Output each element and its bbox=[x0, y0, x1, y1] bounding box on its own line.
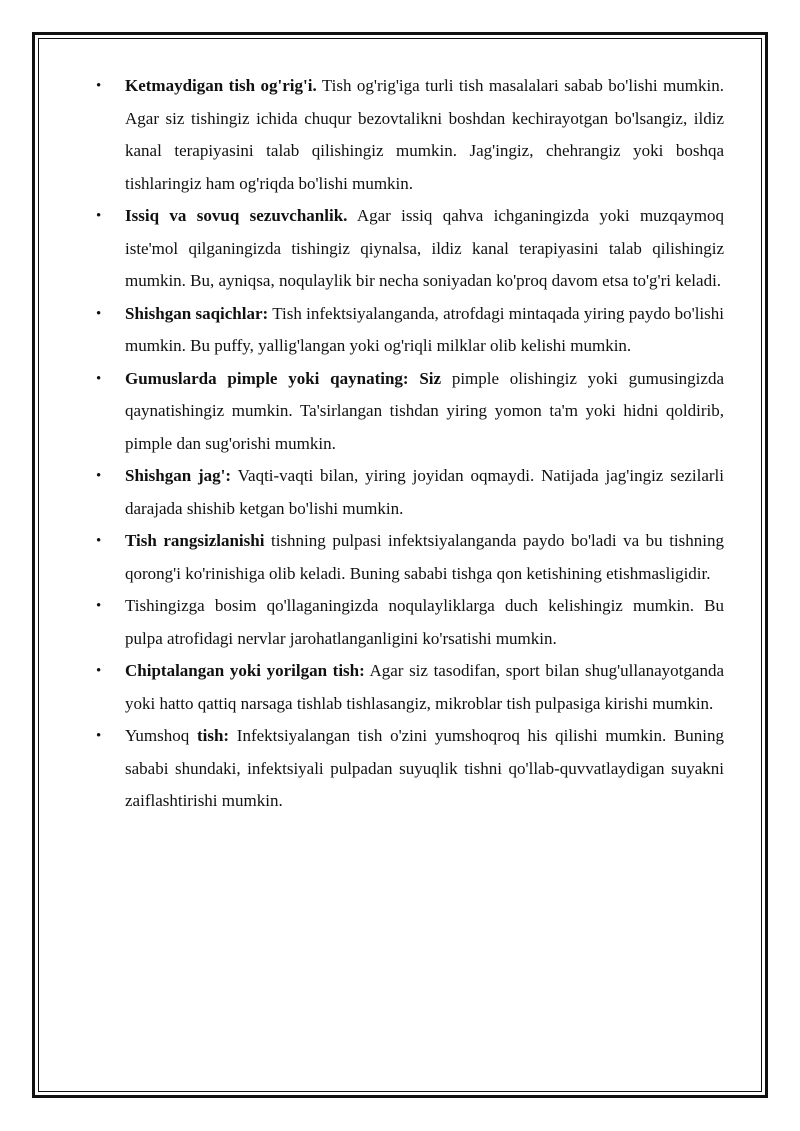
list-item-swollen-jaw bbox=[96, 460, 724, 525]
item-heading: Shishgan saqichlar: bbox=[125, 303, 269, 323]
list-item-discoloration bbox=[96, 525, 724, 590]
bullet-mark: • bbox=[96, 370, 102, 387]
list-item-chipped-tooth bbox=[96, 655, 724, 720]
item-heading: Tish rangsizlanishi bbox=[125, 531, 265, 550]
bullet-mark: • bbox=[96, 533, 102, 549]
bullet-mark: • bbox=[96, 598, 102, 614]
item-text: Tish infektsiyalanganda, atrofdagi mintaqada yiring paydo bo'lishi mumkin. Bu puffy, yallig'langan yoki og'riqli milklar olib kelishi mumkin. bbox=[125, 303, 724, 355]
item-heading: Ketmaydigan tish og'rig'i. bbox=[125, 76, 317, 95]
list-item-soft-tooth bbox=[96, 720, 724, 818]
bullet-mark: • bbox=[96, 663, 102, 679]
item-text: Infektsiyalangan tish o'zini yumshoqroq his qilishi mumkin. Buning sababi shundaki, infektsiyali pulpadan suyuqlik tishni qo'llab-quvvatlaydigan suyakni zaiflashtirishi mumkin. bbox=[125, 726, 725, 810]
item-lead: Yumshoq bbox=[125, 726, 197, 745]
item-heading: Chiptalangan yoki yorilgan tish: bbox=[125, 661, 365, 680]
bullet-mark: • bbox=[96, 728, 102, 744]
list-item-pressure bbox=[96, 590, 724, 655]
item-text: Vaqti-vaqti bilan, yiring joyidan oqmaydi. Natijada jag'ingiz sezilarli darajada shishib ketgan bo'lishi mumkin. bbox=[125, 466, 725, 518]
item-heading: Shishgan jag': bbox=[125, 466, 232, 485]
item-heading: Gumuslarda pimple yoki qaynating: Siz bbox=[125, 368, 442, 388]
item-text: pimple olishingiz yoki gumusingizda qaynatishingiz mumkin. Ta'sirlangan tishdan yiring yomon ta'm yoki hidni qoldirib, pimple dan sug'orishi mumkin. bbox=[125, 368, 724, 453]
symptom-list bbox=[96, 70, 724, 818]
list-item-toothache bbox=[96, 70, 724, 200]
item-heading: tish: bbox=[196, 726, 230, 745]
item-text: Agar issiq qahva ichganingizda yoki muzqaymoq iste'mol qilganingizda tishingiz qiynalsa, ildiz kanal terapiyasini talab qilishingiz mumkin. Bu, ayniqsa, noqulaylik bir necha soniyadan ko'proq davom etsa to'g'ri keladi. bbox=[125, 206, 724, 290]
list-item-gum-pimple bbox=[96, 363, 724, 461]
bullet-mark: • bbox=[96, 208, 102, 224]
list-item-sensitivity bbox=[96, 200, 724, 298]
item-text: Agar siz tasodifan, sport bilan shug'ullanayotganda yoki hatto qattiq narsaga tishlab tishlasangiz, mikroblar tish pulpasiga kirishi mumkin. bbox=[125, 661, 724, 713]
bullet-mark: • bbox=[96, 305, 102, 322]
bullet-mark: • bbox=[96, 78, 102, 94]
item-text: Tish og'rig'iga turli tish masalalari sabab bo'lishi mumkin. Agar siz tishingiz ichida chuqur bezovtalikni boshdan kechirayotgan bo'lsangiz, ildiz kanal terapiyasini talab qilishingiz mumkin. Jag'ingiz, chehrangiz yoki boshqa tishlaringiz ham og'riqda bo'lishi mumkin. bbox=[125, 76, 724, 193]
item-text: Tishingizga bosim qo'llaganingizda noqulayliklarga duch kelishingiz mumkin. Bu pulpa atrofidagi nervlar jarohatlanganligini ko'rsatishi mumkin. bbox=[125, 596, 724, 648]
bullet-mark: • bbox=[96, 468, 102, 484]
document-body bbox=[96, 70, 724, 818]
item-text: tishning pulpasi infektsiyalanganda paydo bo'ladi va bu tishning qorong'i ko'rinishiga olib keladi. Buning sababi tishga qon ketishining etishmasligidir. bbox=[125, 531, 724, 583]
item-heading: Issiq va sovuq sezuvchanlik. bbox=[125, 206, 348, 225]
list-item-swollen-gums bbox=[96, 298, 724, 363]
